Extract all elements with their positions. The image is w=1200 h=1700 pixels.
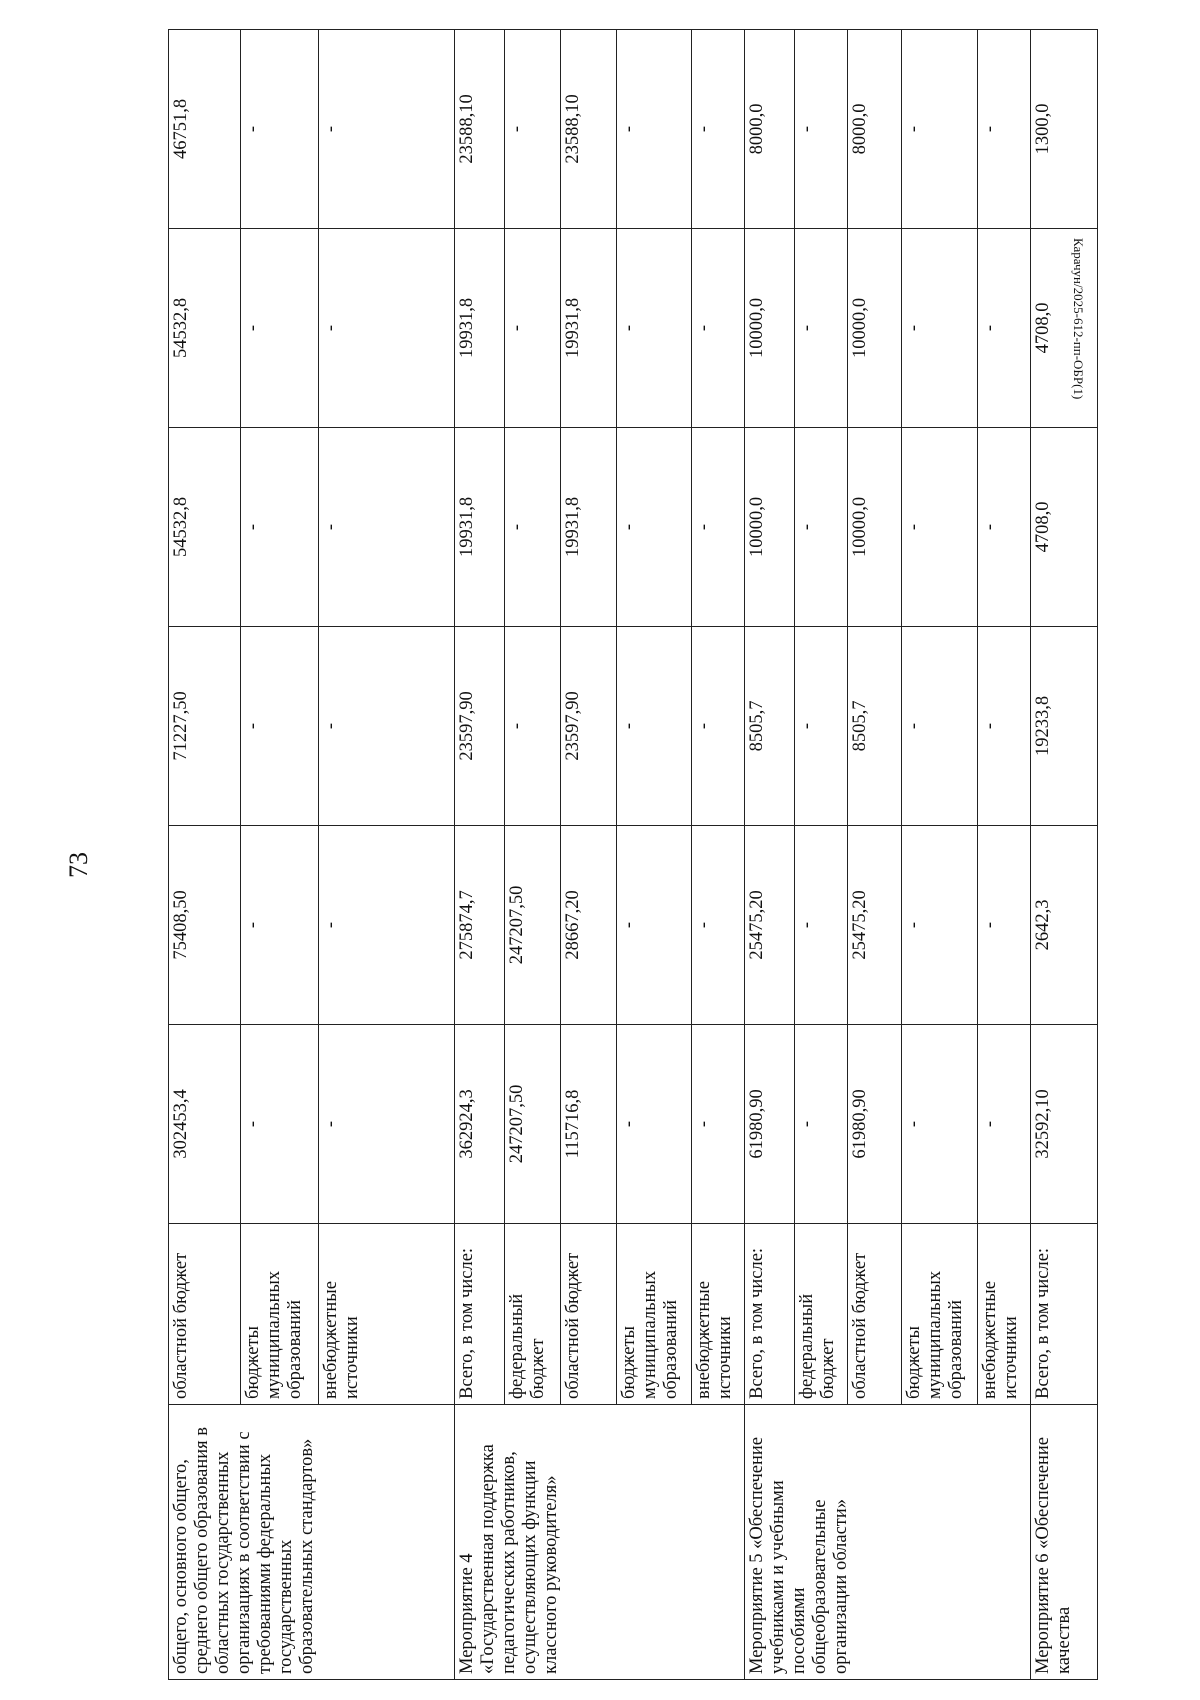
source-cell: внебюджетные источники: [692, 1223, 744, 1404]
value-cell: 275874,7: [455, 825, 505, 1024]
value-cell: 1300,0: [1031, 29, 1098, 228]
source-cell: бюджеты муниципальных образований: [241, 1223, 319, 1404]
value-cell: -: [794, 427, 847, 626]
value-cell: 115716,8: [561, 1024, 617, 1223]
value-cell: -: [319, 1024, 455, 1223]
value-cell: 10000,0: [744, 228, 794, 427]
value-cell: -: [616, 1024, 692, 1223]
source-cell: бюджеты муниципальных образований: [616, 1223, 692, 1404]
value-cell: -: [616, 427, 692, 626]
value-cell: 23597,90: [455, 626, 505, 825]
value-cell: 75408,50: [169, 825, 241, 1024]
value-cell: 19931,8: [455, 228, 505, 427]
value-cell: 10000,0: [848, 427, 901, 626]
value-cell: 28667,20: [561, 825, 617, 1024]
value-cell: -: [692, 1024, 744, 1223]
value-cell: -: [901, 427, 977, 626]
value-cell: 10000,0: [848, 228, 901, 427]
value-cell: -: [977, 228, 1030, 427]
table-row: [169, 29, 241, 1679]
activity-cell: общего, основного общего, среднего общего образования в областных государственных организациях в соответствии с требованиями федеральных государственных образовательных стандартов»: [169, 1405, 455, 1680]
value-cell: 19931,8: [455, 427, 505, 626]
source-cell: областной бюджет: [169, 1223, 241, 1404]
value-cell: -: [901, 825, 977, 1024]
value-cell: -: [977, 1024, 1030, 1223]
value-cell: -: [319, 825, 455, 1024]
value-cell: 247207,50: [505, 825, 561, 1024]
value-cell: 8000,0: [744, 29, 794, 228]
value-cell: -: [901, 1024, 977, 1223]
value-cell: 302453,4: [169, 1024, 241, 1223]
source-cell: внебюджетные источники: [319, 1223, 455, 1404]
value-cell: -: [616, 825, 692, 1024]
value-cell: 23588,10: [455, 29, 505, 228]
value-cell: -: [977, 825, 1030, 1024]
value-cell: 8000,0: [848, 29, 901, 228]
value-cell: 362924,3: [455, 1024, 505, 1223]
value-cell: -: [977, 427, 1030, 626]
activity-cell: Мероприятие 4 «Государственная поддержка педагогических работников, осуществляющих функции классного руководителя»: [455, 1405, 745, 1680]
table-row: [1031, 29, 1098, 1679]
value-cell: -: [241, 228, 319, 427]
value-cell: 23588,10: [561, 29, 617, 228]
value-cell: 54532,8: [169, 228, 241, 427]
value-cell: 8505,7: [848, 626, 901, 825]
value-cell: -: [794, 29, 847, 228]
activity-cell: Мероприятие 6 «Обеспечение качества: [1031, 1405, 1098, 1680]
value-cell: -: [505, 626, 561, 825]
rotated-table-container: [168, 30, 1098, 1680]
value-cell: -: [616, 228, 692, 427]
value-cell: -: [319, 29, 455, 228]
value-cell: 61980,90: [744, 1024, 794, 1223]
value-cell: 32592,10: [1031, 1024, 1098, 1223]
source-cell: Всего, в том числе:: [1031, 1223, 1098, 1404]
source-cell: областной бюджет: [561, 1223, 617, 1404]
table-row: [455, 29, 505, 1679]
value-cell: -: [901, 228, 977, 427]
value-cell: 8505,7: [744, 626, 794, 825]
value-cell: 10000,0: [744, 427, 794, 626]
value-cell: -: [319, 228, 455, 427]
value-cell: 23597,90: [561, 626, 617, 825]
value-cell: -: [977, 626, 1030, 825]
value-cell: -: [241, 1024, 319, 1223]
value-cell: 2642,3: [1031, 825, 1098, 1024]
value-cell: -: [241, 29, 319, 228]
value-cell: 54532,8: [169, 427, 241, 626]
value-cell: -: [616, 29, 692, 228]
value-cell: -: [794, 1024, 847, 1223]
value-cell: -: [692, 626, 744, 825]
value-cell: -: [692, 228, 744, 427]
source-cell: Всего, в том числе:: [455, 1223, 505, 1404]
activity-cell: Мероприятие 5 «Обеспечение учебниками и учебными пособиями общеобразовательные организации области»: [744, 1405, 1030, 1680]
source-cell: областной бюджет: [848, 1223, 901, 1404]
value-cell: 19233,8: [1031, 626, 1098, 825]
source-cell: бюджеты муниципальных образований: [901, 1223, 977, 1404]
value-cell: 25475,20: [744, 825, 794, 1024]
value-cell: -: [901, 29, 977, 228]
value-cell: -: [505, 29, 561, 228]
value-cell: -: [319, 427, 455, 626]
value-cell: 61980,90: [848, 1024, 901, 1223]
value-cell: 25475,20: [848, 825, 901, 1024]
value-cell: -: [616, 626, 692, 825]
source-cell: федеральный бюджет: [505, 1223, 561, 1404]
value-cell: 71227,50: [169, 626, 241, 825]
value-cell: -: [505, 228, 561, 427]
value-cell: 4708,0: [1031, 427, 1098, 626]
value-cell: 247207,50: [505, 1024, 561, 1223]
value-cell: -: [794, 825, 847, 1024]
value-cell: -: [692, 825, 744, 1024]
page-number: 73: [64, 852, 93, 878]
value-cell: -: [505, 427, 561, 626]
value-cell: 4708,0: [1031, 228, 1098, 427]
document-code-footer: Карачун/2025-612-пп-ОБР(1): [1071, 238, 1086, 400]
value-cell: -: [241, 626, 319, 825]
value-cell: -: [901, 626, 977, 825]
value-cell: -: [794, 228, 847, 427]
value-cell: 19931,8: [561, 228, 617, 427]
financing-table: [168, 29, 1098, 1680]
value-cell: 19931,8: [561, 427, 617, 626]
value-cell: -: [241, 427, 319, 626]
value-cell: 46751,8: [169, 29, 241, 228]
table-row: [744, 29, 794, 1679]
source-cell: Всего, в том числе:: [744, 1223, 794, 1404]
value-cell: -: [241, 825, 319, 1024]
source-cell: федеральный бюджет: [794, 1223, 847, 1404]
value-cell: -: [319, 626, 455, 825]
value-cell: -: [692, 427, 744, 626]
value-cell: -: [692, 29, 744, 228]
value-cell: -: [977, 29, 1030, 228]
source-cell: внебюджетные источники: [977, 1223, 1030, 1404]
value-cell: -: [794, 626, 847, 825]
